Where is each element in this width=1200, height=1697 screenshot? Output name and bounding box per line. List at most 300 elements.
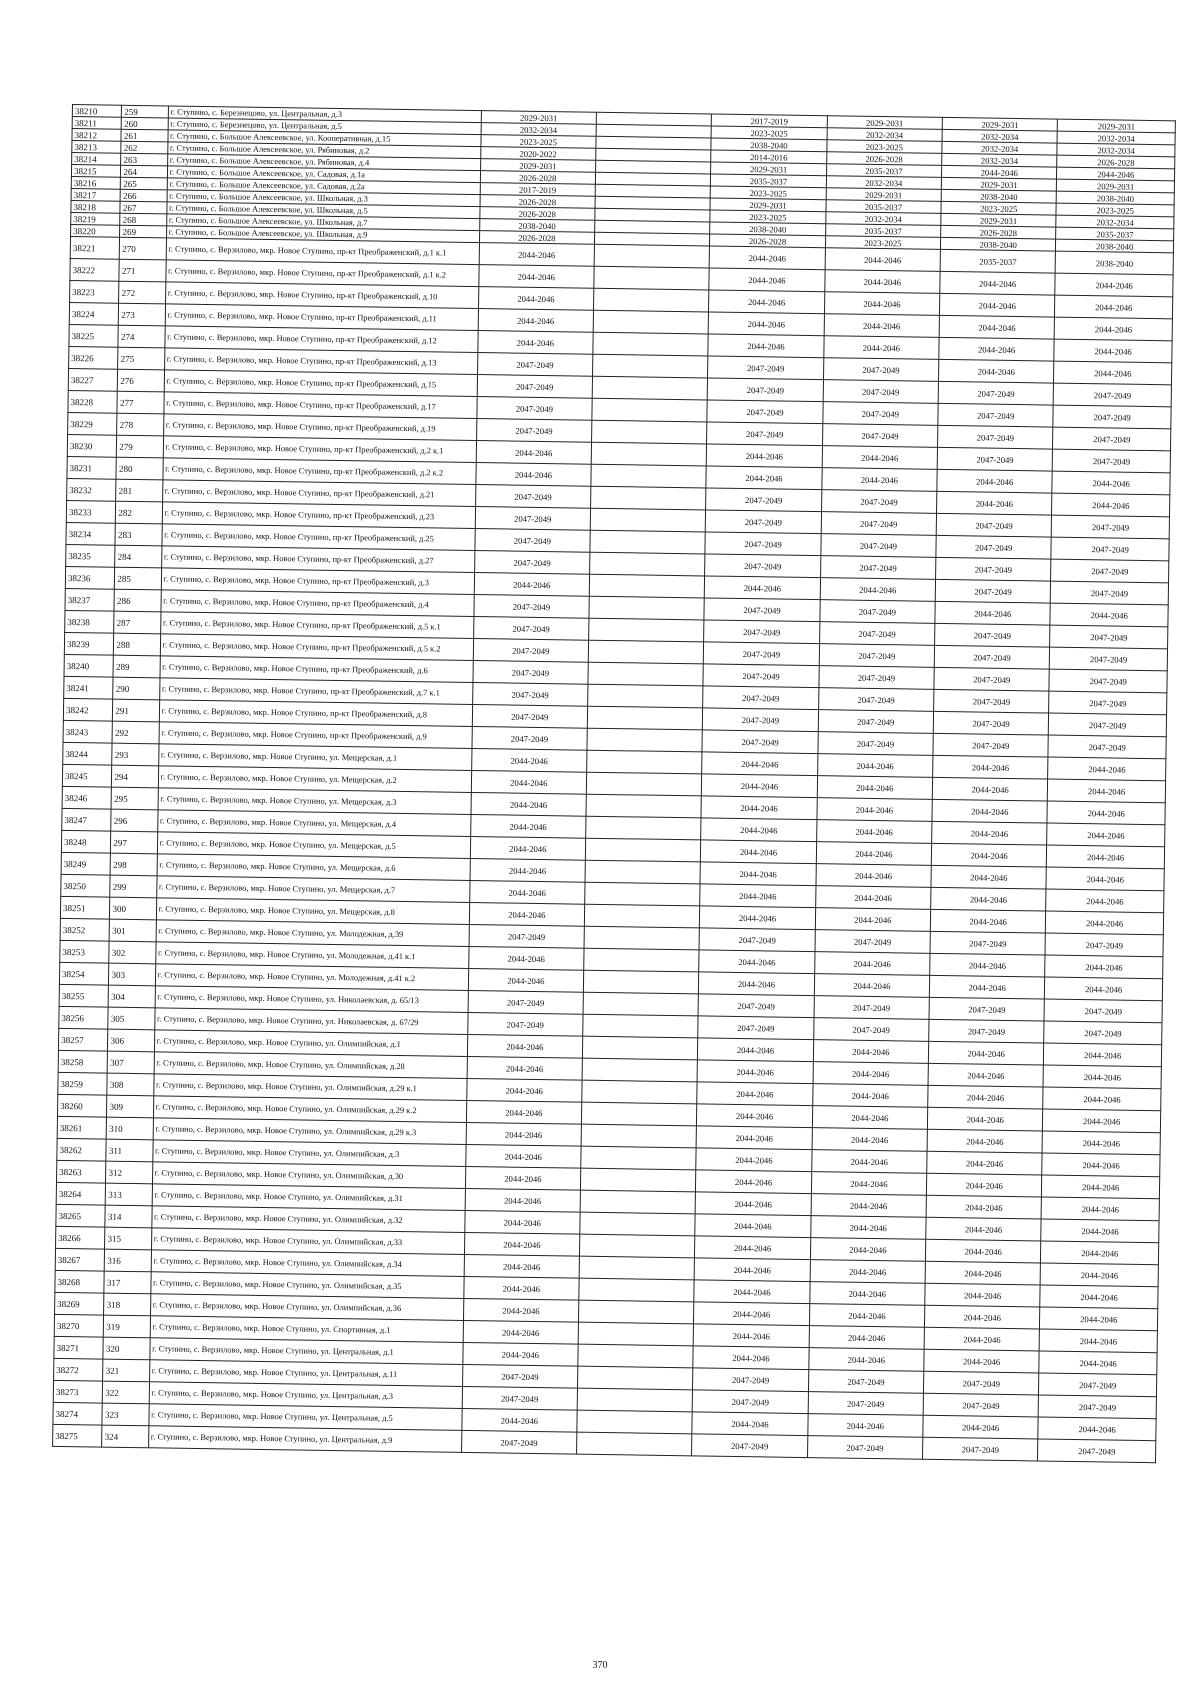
row-id-cell: 38223 [70,280,120,303]
period-cell-5: 2044-2046 [1040,1307,1158,1331]
row-id-cell: 38271 [54,1336,104,1359]
period-cell-2: 2038-2040 [710,222,826,236]
period-cell-1: 2023-2025 [481,135,597,149]
period-cell-1: 2044-2046 [466,1100,582,1124]
period-cell-3: 2047-2049 [808,1392,924,1416]
period-cell-1: 2047-2049 [472,683,588,707]
period-cell-1: 2029-2031 [480,159,596,173]
empty-cell [592,398,708,422]
period-cell-3: 2044-2046 [816,820,932,844]
period-cell-2: 2044-2046 [696,1148,812,1172]
period-cell-4: 2044-2046 [924,1327,1040,1351]
period-cell-5: 2044-2046 [1054,361,1172,385]
row-number-cell: 311 [106,1139,152,1162]
row-id-cell: 38261 [57,1116,107,1139]
row-id-cell: 38250 [61,874,111,897]
address-cell: г. Ступино, с. Верзилово, мкр. Новое Ступино, ул. Олимпийская, д.34 [151,1250,464,1277]
row-number-cell: 275 [118,347,164,370]
period-cell-5: 2044-2046 [1043,1087,1161,1111]
period-cell-4: 2047-2049 [923,1371,1039,1395]
period-cell-3: 2044-2046 [812,1106,928,1130]
period-cell-5: 2047-2049 [1054,383,1172,407]
empty-cell [590,508,706,532]
row-id-cell: 38226 [69,346,119,369]
row-number-cell: 321 [103,1359,149,1382]
period-cell-2: 2044-2046 [701,796,817,820]
period-cell-2: 2044-2046 [701,818,817,842]
period-cell-3: 2044-2046 [808,1348,924,1372]
row-number-cell: 273 [119,303,165,326]
address-cell: г. Ступино, с. Верзилово, мкр. Новое Ступино, пр-кт Преображенский, д.1 к.1 [166,238,479,265]
address-cell: г. Ступино, с. Верзилово, мкр. Новое Ступино, ул. Мещерская, д.1 [158,744,471,771]
period-cell-4: 2044-2046 [928,1085,1044,1109]
row-number-cell: 310 [107,1117,153,1140]
empty-cell [592,376,708,400]
period-cell-2: 2035-2037 [711,174,827,188]
period-cell-5: 2044-2046 [1038,1417,1156,1441]
period-cell-4: 2044-2046 [939,315,1055,339]
period-cell-2: 2023-2025 [710,210,826,224]
row-id-cell: 38221 [70,236,120,259]
period-cell-5: 2044-2046 [1040,1285,1158,1309]
row-id-cell: 38251 [60,896,110,919]
address-cell: г. Ступино, с. Верзилово, мкр. Новое Ступино, пр-кт Преображенский, д.11 [165,304,478,331]
period-cell-2: 2044-2046 [702,774,818,798]
address-cell: г. Ступино, с. Верзилово, мкр. Новое Ступино, пр-кт Преображенский, д.4 [161,590,474,617]
row-id-cell: 38239 [64,632,114,655]
period-cell-3: 2029-2031 [827,116,943,130]
row-id-cell: 38227 [68,368,118,391]
period-cell-1: 2047-2049 [477,353,593,377]
period-cell-5: 2044-2046 [1050,603,1168,627]
period-cell-2: 2044-2046 [696,1126,812,1150]
address-cell: г. Ступино, с. Верзилово, мкр. Новое Ступино, ул. Молодежная, д.39 [156,920,469,947]
period-cell-2: 2044-2046 [699,972,815,996]
row-id-cell: 38265 [56,1204,106,1227]
row-number-cell: 268 [120,213,166,226]
address-cell: г. Ступино, с. Верзилово, мкр. Новое Ступино, пр-кт Преображенский, д.9 [159,722,472,749]
period-cell-4: 2047-2049 [933,711,1049,735]
row-id-cell: 38216 [71,176,121,189]
period-cell-5: 2047-2049 [1039,1373,1157,1397]
period-cell-2: 2023-2025 [711,126,827,140]
period-cell-5: 2047-2049 [1051,537,1169,561]
period-cell-4: 2047-2049 [938,381,1054,405]
period-cell-4: 2032-2034 [942,141,1058,155]
table-body [53,105,1176,1463]
period-cell-4: 2044-2046 [925,1283,1041,1307]
address-cell: г. Ступино, с. Верзилово, мкр. Новое Ступино, пр-кт Преображенский, д.2 к.2 [162,458,475,485]
address-cell: г. Ступино, с. Верзилово, мкр. Новое Ступино, пр-кт Преображенский, д.27 [161,546,474,573]
row-number-cell: 302 [109,941,155,964]
period-cell-2: 2047-2049 [704,620,820,644]
row-number-cell: 303 [109,963,155,986]
period-cell-1: 2029-2031 [481,111,597,125]
period-cell-2: 2047-2049 [707,422,823,446]
period-cell-4: 2044-2046 [932,799,1048,823]
row-id-cell: 38240 [64,654,114,677]
period-cell-5: 2044-2046 [1055,295,1173,319]
period-cell-2: 2044-2046 [697,1060,813,1084]
row-id-cell: 38220 [71,224,121,237]
period-cell-3: 2044-2046 [824,270,940,294]
period-cell-3: 2044-2046 [809,1282,925,1306]
period-cell-4: 2044-2046 [926,1195,1042,1219]
period-cell-4: 2026-2028 [941,225,1057,239]
row-id-cell: 38275 [53,1424,103,1447]
period-cell-4: 2032-2034 [942,129,1058,143]
period-cell-4: 2044-2046 [932,777,1048,801]
period-cell-5: 2047-2049 [1038,1439,1156,1463]
row-number-cell: 312 [106,1161,152,1184]
period-cell-3: 2044-2046 [811,1194,927,1218]
period-cell-1: 2044-2046 [471,770,587,794]
period-cell-3: 2044-2046 [814,974,930,998]
period-cell-2: 2044-2046 [707,444,823,468]
period-cell-4: 2032-2034 [942,153,1058,167]
period-cell-5: 2047-2049 [1052,515,1170,539]
address-cell: г. Ступино, с. Верзилово, мкр. Новое Ступино, ул. Мещерская, д.6 [157,854,470,881]
row-id-cell: 38232 [67,478,117,501]
period-cell-1: 2047-2049 [468,990,584,1014]
row-number-cell: 316 [105,1249,151,1272]
row-id-cell: 38222 [70,258,120,281]
row-number-cell: 301 [110,919,156,942]
period-cell-5: 2047-2049 [1050,625,1168,649]
row-number-cell: 284 [115,545,161,568]
period-cell-2: 2026-2028 [710,234,826,248]
period-cell-5: 2029-2031 [1058,119,1176,133]
address-cell: г. Ступино, с. Верзилово, мкр. Новое Ступино, пр-кт Преображенский, д.21 [162,480,475,507]
period-cell-5: 2044-2046 [1048,779,1166,803]
period-cell-3: 2044-2046 [816,864,932,888]
row-number-cell: 271 [119,259,165,282]
empty-cell [582,1058,698,1082]
empty-cell [589,574,705,598]
period-cell-5: 2044-2046 [1039,1351,1157,1375]
period-cell-3: 2032-2034 [827,128,943,142]
empty-cell [586,772,702,796]
period-cell-4: 2035-2037 [940,249,1056,273]
row-id-cell: 38266 [56,1226,106,1249]
period-cell-4: 2044-2046 [925,1261,1041,1285]
period-cell-3: 2044-2046 [825,248,941,272]
period-cell-2: 2047-2049 [693,1390,809,1414]
period-cell-3: 2047-2049 [819,622,935,646]
period-cell-5: 2044-2046 [1055,273,1173,297]
period-cell-4: 2044-2046 [924,1305,1040,1329]
period-cell-5: 2047-2049 [1051,559,1169,583]
row-number-cell: 299 [110,875,156,898]
period-cell-4: 2029-2031 [942,117,1058,131]
period-cell-1: 2047-2049 [477,397,593,421]
period-cell-2: 2029-2031 [710,198,826,212]
address-cell: г. Ступино, с. Верзилово, мкр. Новое Ступино, ул. Мещерская, д.7 [156,876,469,903]
period-cell-5: 2044-2046 [1048,757,1166,781]
empty-cell [584,926,700,950]
period-cell-4: 2047-2049 [938,403,1054,427]
address-cell: г. Ступино, с. Верзилово, мкр. Новое Ступино, ул. Олимпийская, д.36 [150,1294,463,1321]
period-cell-4: 2044-2046 [928,1041,1044,1065]
period-cell-1: 2026-2028 [479,231,595,245]
row-number-cell: 269 [120,225,166,238]
row-id-cell: 38218 [71,200,121,213]
empty-cell [581,1124,697,1148]
period-cell-2: 2044-2046 [699,950,815,974]
row-id-cell: 38274 [53,1402,103,1425]
period-cell-5: 2044-2046 [1042,1153,1160,1177]
period-cell-2: 2044-2046 [697,1082,813,1106]
address-cell: г. Ступино, с. Верзилово, мкр. Новое Ступино, пр-кт Преображенский, д.15 [164,370,477,397]
row-number-cell: 265 [121,177,167,190]
period-cell-3: 2047-2049 [823,402,939,426]
row-number-cell: 270 [120,237,166,260]
row-id-cell: 38252 [60,918,110,941]
period-cell-1: 2044-2046 [478,287,594,311]
period-cell-4: 2047-2049 [929,997,1045,1021]
period-cell-1: 2047-2049 [473,617,589,641]
period-cell-1: 2044-2046 [463,1276,579,1300]
empty-cell [581,1102,697,1126]
period-cell-1: 2044-2046 [465,1166,581,1190]
address-cell: г. Ступино, с. Верзилово, мкр. Новое Ступино, пр-кт Преображенский, д.13 [164,348,477,375]
empty-cell [583,970,699,994]
empty-cell [586,816,702,840]
period-cell-2: 2047-2049 [698,1016,814,1040]
period-cell-3: 2047-2049 [808,1370,924,1394]
period-cell-4: 2044-2046 [931,843,1047,867]
empty-cell [594,266,710,290]
period-cell-1: 2044-2046 [476,441,592,465]
period-cell-1: 2047-2049 [477,375,593,399]
row-number-cell: 289 [113,655,159,678]
row-id-cell: 38267 [55,1248,105,1271]
empty-cell [590,530,706,554]
period-cell-1: 2047-2049 [472,705,588,729]
period-cell-2: 2047-2049 [705,532,821,556]
empty-cell [589,618,705,642]
period-cell-4: 2044-2046 [937,491,1053,515]
row-id-cell: 38229 [68,412,118,435]
row-number-cell: 320 [103,1337,149,1360]
row-number-cell: 274 [118,325,164,348]
row-number-cell: 260 [122,117,168,130]
period-cell-2: 2047-2049 [706,488,822,512]
empty-cell [593,332,709,356]
period-cell-4: 2047-2049 [929,1019,1045,1043]
period-cell-1: 2047-2049 [475,485,591,509]
period-cell-3: 2032-2034 [826,176,942,190]
period-cell-2: 2044-2046 [694,1280,810,1304]
period-cell-1: 2044-2046 [463,1320,579,1344]
period-cell-1: 2017-2019 [480,183,596,197]
row-id-cell: 38224 [69,302,119,325]
period-cell-2: 2044-2046 [709,268,825,292]
period-cell-1: 2044-2046 [474,573,590,597]
empty-cell [586,794,702,818]
period-cell-2: 2047-2049 [703,664,819,688]
period-cell-4: 2023-2025 [941,201,1057,215]
row-id-cell: 38233 [66,500,116,523]
period-cell-3: 2044-2046 [810,1260,926,1284]
period-cell-2: 2044-2046 [705,576,821,600]
period-cell-4: 2044-2046 [929,975,1045,999]
period-cell-5: 2044-2046 [1046,911,1164,935]
address-cell: г. Ступино, с. Верзилово, мкр. Новое Ступино, ул. Олимпийская, д.29 к.2 [153,1096,466,1123]
period-cell-4: 2044-2046 [927,1107,1043,1131]
period-cell-5: 2032-2034 [1056,215,1174,229]
row-id-cell: 38259 [58,1072,108,1095]
empty-cell [590,552,706,576]
period-cell-5: 2047-2049 [1053,427,1171,451]
address-cell: г. Ступино, с. Верзилово, мкр. Новое Ступино, пр-кт Преображенский, д.5 к.2 [160,634,473,661]
period-cell-2: 2044-2046 [709,246,825,270]
empty-cell [594,244,710,268]
period-cell-4: 2044-2046 [940,271,1056,295]
period-cell-4: 2038-2040 [941,189,1057,203]
period-cell-5: 2044-2046 [1042,1131,1160,1155]
period-cell-1: 2026-2028 [480,195,596,209]
empty-cell [582,1080,698,1104]
address-cell: г. Ступино, с. Большое Алексеевское, ул. Рябиновая, д.2 [167,142,480,159]
period-cell-5: 2047-2049 [1053,405,1171,429]
address-cell: г. Ступино, с. Верзилово, мкр. Новое Ступино, ул. Олимпийская, д.3 [152,1140,465,1167]
period-cell-3: 2047-2049 [823,358,939,382]
row-number-cell: 294 [112,765,158,788]
period-cell-4: 2047-2049 [934,667,1050,691]
period-cell-5: 2047-2049 [1051,581,1169,605]
address-cell: г. Ступино, с. Верзилово, мкр. Новое Ступино, пр-кт Преображенский, д.10 [165,282,478,309]
row-id-cell: 38249 [61,852,111,875]
address-cell: г. Ступино, с. Верзилово, мкр. Новое Ступино, пр-кт Преображенский, д.17 [163,392,476,419]
address-cell: г. Ступино, с. Верзилово, мкр. Новое Ступино, ул. Мещерская, д.8 [156,898,469,925]
address-cell: г. Ступино, с. Верзилово, мкр. Новое Ступино, пр-кт Преображенский, д.5 к.1 [160,612,473,639]
period-cell-2: 2044-2046 [709,312,825,336]
period-cell-5: 2047-2049 [1050,647,1168,671]
period-cell-1: 2044-2046 [478,265,594,289]
row-number-cell: 290 [113,677,159,700]
row-id-cell: 38253 [60,940,110,963]
empty-cell [579,1234,695,1258]
period-cell-5: 2044-2046 [1045,955,1163,979]
period-cell-2: 2047-2049 [705,554,821,578]
period-cell-5: 2044-2046 [1047,801,1165,825]
period-cell-2: 2044-2046 [697,1104,813,1128]
period-cell-1: 2026-2028 [480,171,596,185]
address-cell: г. Ступино, с. Верзилово, мкр. Новое Ступино, ул. Николаевская, д. 67/29 [154,1008,467,1035]
period-cell-1: 2047-2049 [473,639,589,663]
address-cell: г. Ступино, с. Верзилово, мкр. Новое Ступино, ул. Центральная, д.11 [149,1360,462,1387]
period-cell-2: 2047-2049 [702,730,818,754]
address-cell: г. Ступино, с. Верзилово, мкр. Новое Ступино, ул. Олимпийская, д.31 [152,1184,465,1211]
row-id-cell: 38273 [53,1380,103,1403]
address-cell: г. Ступино, с. Березнецово, ул. Центральная, д.3 [168,106,481,123]
period-cell-3: 2047-2049 [813,1018,929,1042]
period-cell-1: 2047-2049 [462,1386,578,1410]
period-cell-5: 2047-2049 [1049,691,1167,715]
row-id-cell: 38210 [72,105,122,118]
period-cell-5: 2032-2034 [1057,143,1175,157]
period-cell-1: 2044-2046 [470,836,586,860]
period-cell-3: 2044-2046 [815,908,931,932]
period-cell-5: 2044-2046 [1057,167,1175,181]
period-cell-4: 2044-2046 [939,293,1055,317]
period-cell-3: 2035-2037 [826,164,942,178]
empty-cell [578,1344,694,1368]
address-cell: г. Ступино, с. Большое Алексеевское, ул. Садовая, д.1а [167,166,480,183]
period-cell-3: 2047-2049 [818,732,934,756]
period-cell-3: 2035-2037 [826,200,942,214]
row-id-cell: 38247 [62,808,112,831]
period-cell-5: 2047-2049 [1044,999,1162,1023]
period-cell-2: 2044-2046 [700,884,816,908]
period-cell-5: 2029-2031 [1057,179,1175,193]
period-cell-3: 2026-2028 [826,152,942,166]
period-cell-3: 2047-2049 [818,688,934,712]
period-cell-2: 2047-2049 [708,378,824,402]
period-cell-1: 2047-2049 [474,595,590,619]
period-cell-1: 2044-2046 [467,1034,583,1058]
empty-cell [585,882,701,906]
period-cell-1: 2047-2049 [476,419,592,443]
period-cell-4: 2047-2049 [935,579,1051,603]
period-cell-2: 2014-2016 [711,150,827,164]
period-cell-4: 2044-2046 [923,1415,1039,1439]
period-cell-2: 2044-2046 [694,1258,810,1282]
period-cell-3: 2044-2046 [809,1326,925,1350]
address-cell: г. Ступино, с. Верзилово, мкр. Новое Ступино, пр-кт Преображенский, д.2 к.1 [163,436,476,463]
period-cell-1: 2044-2046 [465,1188,581,1212]
period-cell-3: 2047-2049 [821,512,937,536]
empty-cell [585,838,701,862]
row-id-cell: 38230 [67,434,117,457]
period-cell-3: 2044-2046 [822,468,938,492]
address-cell: г. Ступино, с. Верзилово, мкр. Новое Ступино, ул. Олимпийская, д.29 к.1 [153,1074,466,1101]
period-cell-4: 2044-2046 [939,337,1055,361]
empty-cell [587,750,703,774]
period-cell-2: 2047-2049 [708,356,824,380]
period-cell-1: 2044-2046 [466,1122,582,1146]
empty-cell [577,1410,693,1434]
address-cell: г. Ступино, с. Верзилово, мкр. Новое Ступино, ул. Мещерская, д.4 [157,810,470,837]
period-cell-1: 2047-2049 [475,507,591,531]
empty-cell [588,662,704,686]
period-cell-4: 2047-2049 [936,535,1052,559]
address-cell: г. Ступино, с. Верзилово, мкр. Новое Ступино, пр-кт Преображенский, д.19 [163,414,476,441]
empty-cell [591,464,707,488]
period-cell-4: 2047-2049 [936,513,1052,537]
period-cell-3: 2047-2049 [819,666,935,690]
row-number-cell: 280 [116,457,162,480]
period-cell-2: 2047-2049 [703,686,819,710]
row-number-cell: 319 [104,1315,150,1338]
address-cell: г. Ступино, с. Большое Алексеевское, ул. Рябиновая, д.4 [167,154,480,171]
empty-cell [593,288,709,312]
address-cell: г. Ступино, с. Верзилово, мкр. Новое Ступино, ул. Центральная, д.3 [149,1382,462,1409]
row-id-cell: 38241 [64,676,114,699]
period-cell-5: 2038-2040 [1055,251,1173,275]
period-cell-2: 2044-2046 [693,1346,809,1370]
period-cell-3: 2044-2046 [813,1062,929,1086]
address-cell: г. Ступино, с. Верзилово, мкр. Новое Ступино, пр-кт Преображенский, д.7 к.1 [159,678,472,705]
row-id-cell: 38258 [58,1050,108,1073]
row-number-cell: 306 [108,1029,154,1052]
period-cell-3: 2047-2049 [815,930,931,954]
period-cell-5: 2047-2049 [1044,1021,1162,1045]
period-cell-5: 2047-2049 [1045,933,1163,957]
address-cell: г. Ступино, с. Верзилово, мкр. Новое Ступино, ул. Олимпийская, д.28 [154,1052,467,1079]
period-cell-2: 2047-2049 [706,510,822,534]
